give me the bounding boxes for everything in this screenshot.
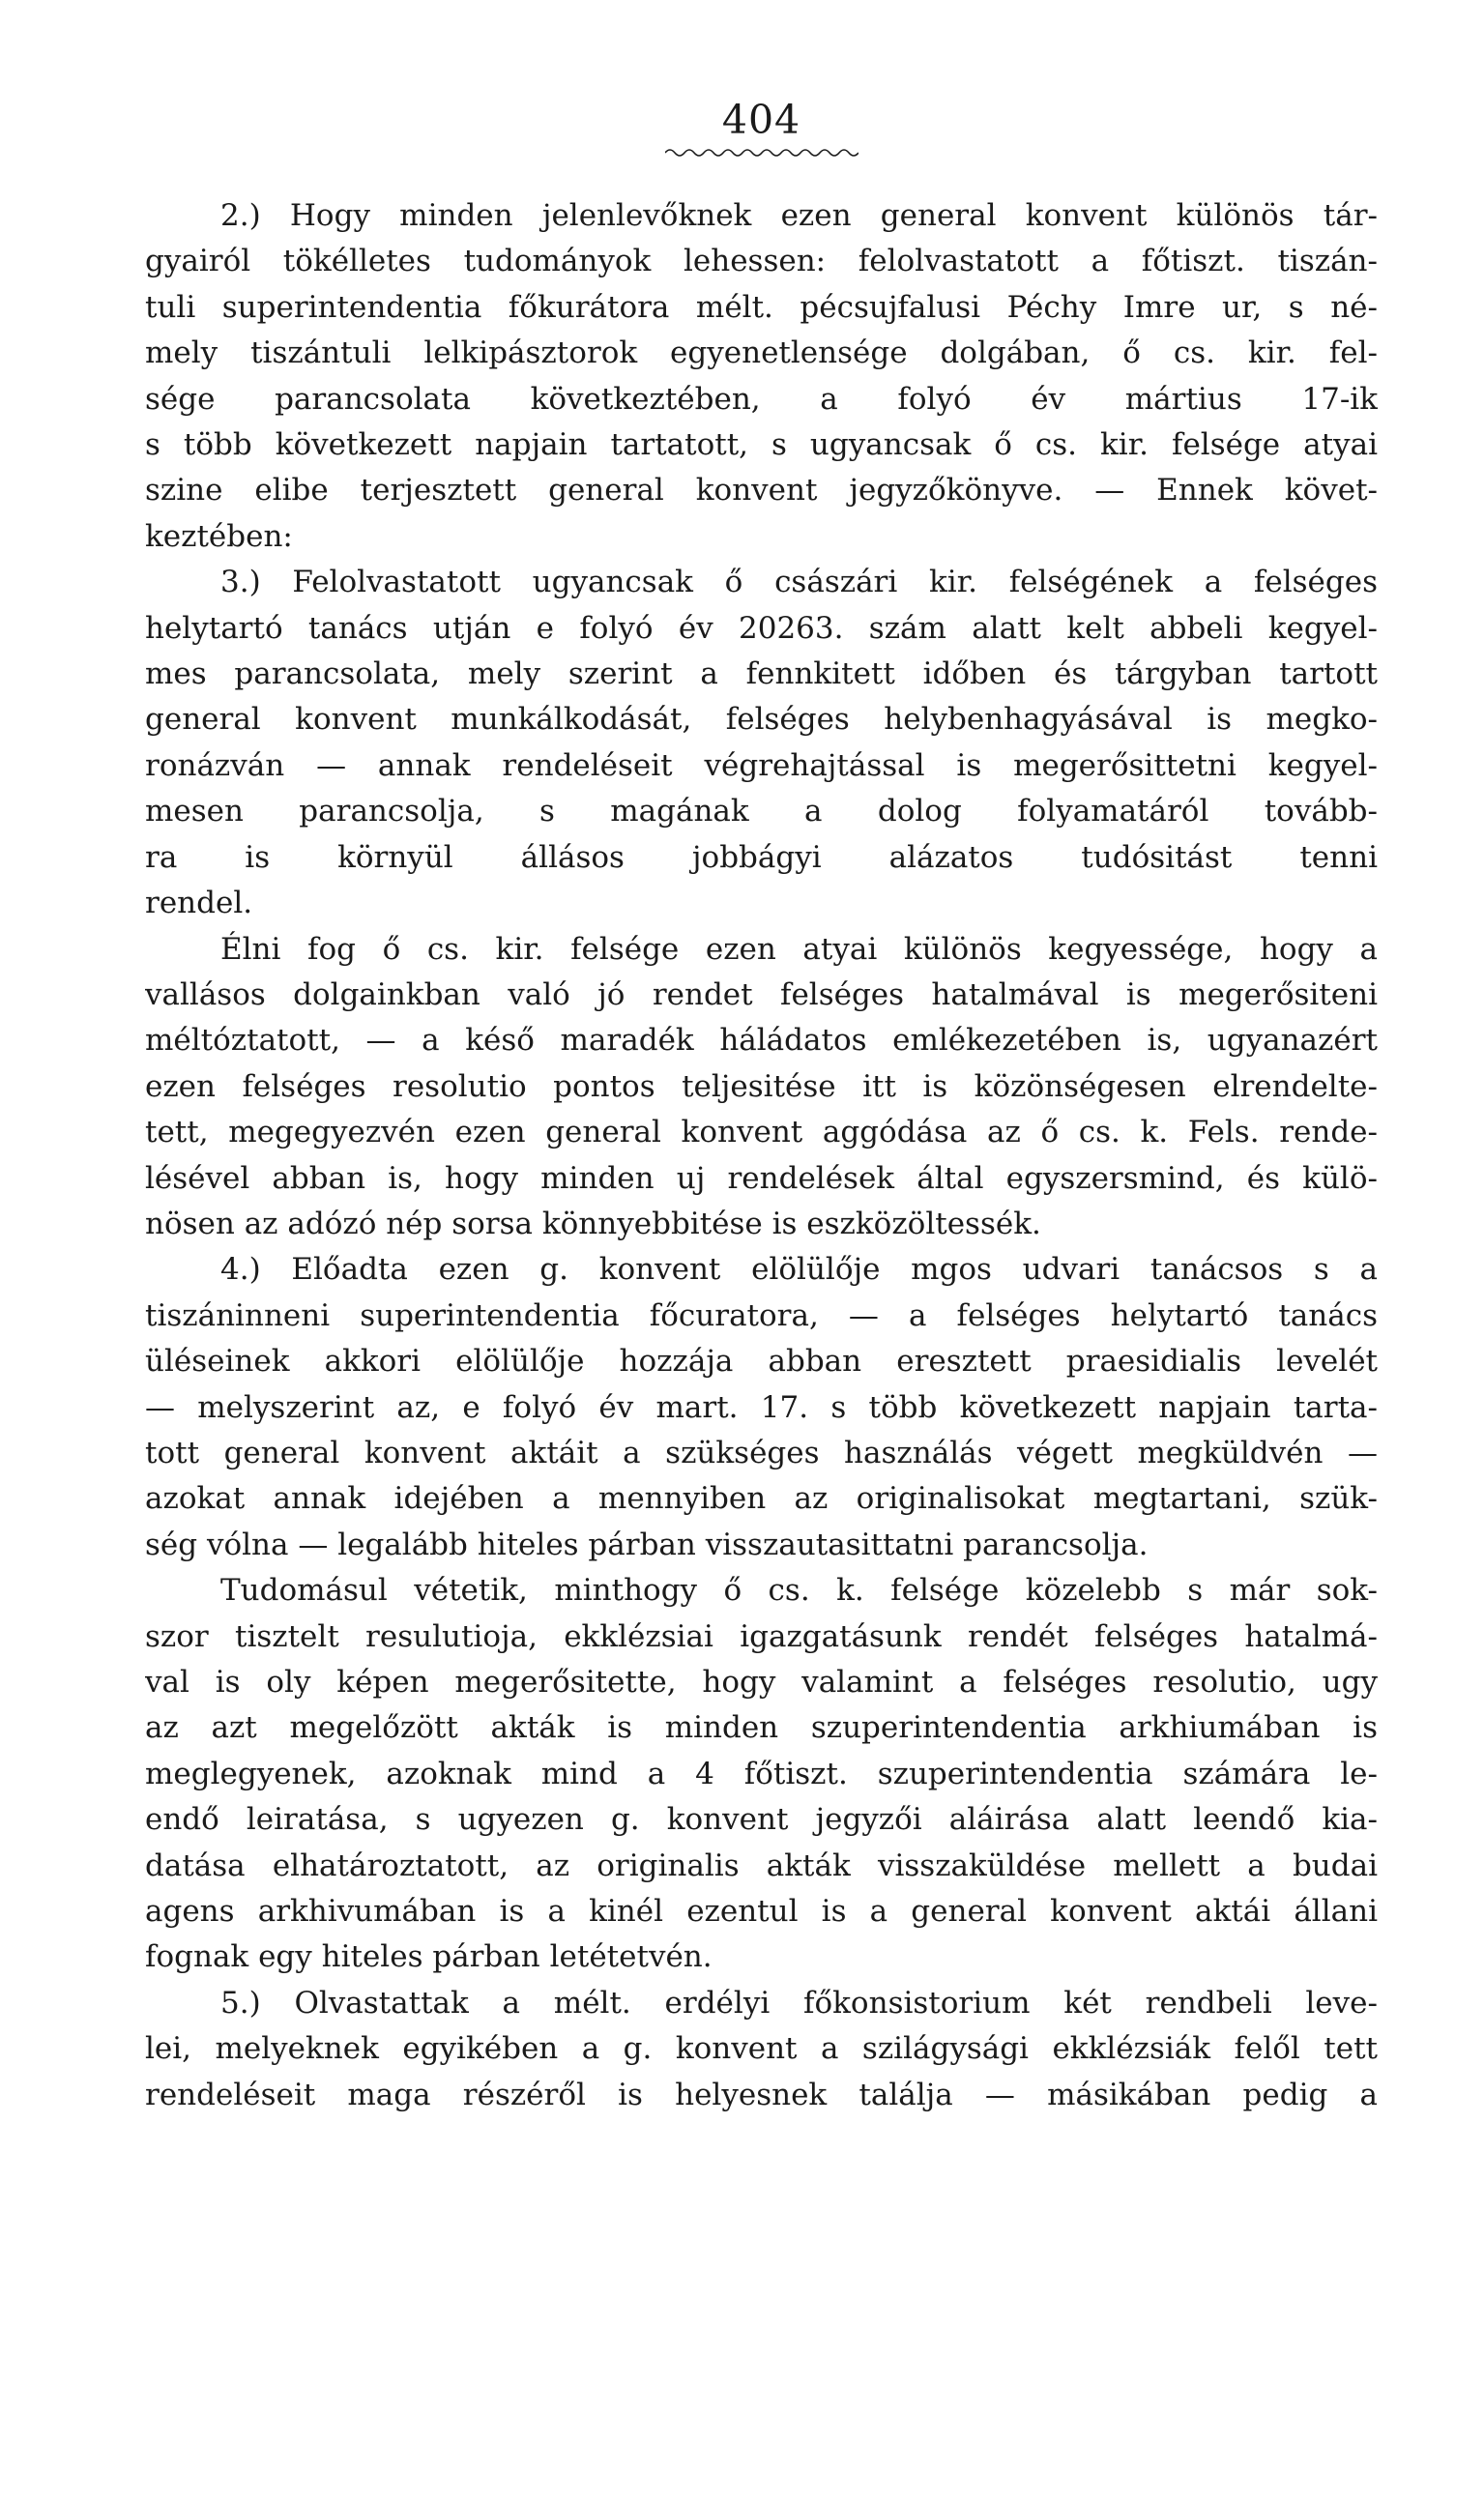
text-line: mely tiszántuli lelkipásztorok egyenetlensége dolgában, ő cs. kir. fel- <box>145 335 1378 371</box>
text-line: ra is környül állásos jobbágyi alázatos tudósitást tenni <box>145 839 1378 875</box>
document-page <box>145 97 1378 2118</box>
text-line: ronázván — annak rendeléseit végrehajtással is megerősittetni kegyel- <box>145 747 1378 783</box>
text-line: endő leiratása, s ugyezen g. konvent jegyzői aláirása alatt leendő kia- <box>145 1802 1378 1838</box>
text-line: tett, megegyezvén ezen general konvent aggódása az ő cs. k. Fels. rende- <box>145 1115 1378 1150</box>
text-line: sége parancsolata következtében, a folyó év mártius 17-ik <box>145 381 1378 417</box>
text-line: val is oly képen megerősitette, hogy valamint a felséges resolutio, ugy <box>145 1665 1378 1700</box>
text-line: agens arkhivumában is a kinél ezentul is a general konvent aktái állani <box>145 1894 1378 1930</box>
text-line: Tudomásul vétetik, minthogy ő cs. k. felsége közelebb s már sok- <box>220 1573 1378 1609</box>
text-line: gyairól tökélletes tudományok lehessen: felolvastatott a főtiszt. tiszán- <box>145 244 1378 279</box>
text-line: rendel. <box>145 886 253 921</box>
body-text <box>145 193 1378 2118</box>
text-line: 2.) Hogy minden jelenlevőknek ezen general konvent különös tár- <box>220 198 1378 233</box>
text-line: keztében: <box>145 518 293 554</box>
text-line: üléseinek akkori elölülője hozzája abban eresztett praesidialis levelét <box>145 1344 1378 1380</box>
paragraph <box>145 560 1378 926</box>
text-line: nösen az adózó nép sorsa könnyebbitése is eszközöltessék. <box>145 1206 1041 1241</box>
paragraph <box>145 1247 1378 1568</box>
text-line: az azt megelőzött akták is minden szuperintendentia arkhiumában is <box>145 1710 1378 1746</box>
text-line: 3.) Felolvastatott ugyancsak ő császári kir. felségének a felséges <box>220 565 1378 600</box>
text-line: s több következett napjain tartatott, s ugyancsak ő cs. kir. felsége atyai <box>145 427 1378 463</box>
text-line: meglegyenek, azoknak mind a 4 főtiszt. szuperintendentia számára le- <box>145 1756 1378 1791</box>
text-line: lei, melyeknek egyikében a g. konvent a szilágysági ekklézsiák felől tett <box>145 2031 1378 2067</box>
text-line: azokat annak idejében a mennyiben az originalisokat megtartani, szük- <box>145 1481 1378 1517</box>
text-line: méltóztatott, — a késő maradék háládatos emlékezetében is, ugyanazért <box>145 1023 1378 1059</box>
text-line: lésével abban is, hogy minden uj rendelések által egyszersmind, és külö- <box>145 1160 1378 1196</box>
text-line: szine elibe terjesztett general konvent jegyzőkönyve. — Ennek követ- <box>145 473 1378 509</box>
text-line: general konvent munkálkodását, felséges helybenhagyásával is megko- <box>145 702 1378 738</box>
text-line: helytartó tanács utján e folyó év 20263. szám alatt kelt abbeli kegyel- <box>145 610 1378 646</box>
page-number: 404 <box>721 97 801 143</box>
paragraph <box>145 1981 1378 2118</box>
paragraph <box>145 927 1378 1248</box>
text-line: 4.) Előadta ezen g. konvent elölülője mgos udvari tanácsos s a <box>220 1252 1378 1288</box>
text-line: tuli superintendentia főkurátora mélt. pécsujfalusi Péchy Imre ur, s né- <box>145 289 1378 325</box>
text-line: Élni fog ő cs. kir. felsége ezen atyai különös kegyessége, hogy a <box>220 931 1378 967</box>
text-line: fognak egy hiteles párban letétetvén. <box>145 1939 713 1975</box>
text-line: mesen parancsolja, s magának a dolog folyamatáról tovább- <box>145 794 1378 829</box>
text-line: rendeléseit maga részéről is helyesnek találja — másikában pedig a <box>145 2077 1378 2112</box>
text-line: — melyszerint az, e folyó év mart. 17. s több következett napjain tarta- <box>145 1389 1378 1425</box>
wavy-rule-ornament <box>665 147 858 159</box>
text-line: vallásos dolgainkban való jó rendet felséges hatalmával is megerősiteni <box>145 976 1378 1012</box>
text-line: 5.) Olvastattak a mélt. erdélyi főkonsistorium két rendbeli leve- <box>220 1985 1378 2021</box>
text-line: datása elhatároztatott, az originalis akták visszaküldése mellett a budai <box>145 1847 1378 1883</box>
text-line: szor tisztelt resulutioja, ekklézsiai igazgatásunk rendét felséges hatalmá- <box>145 1618 1378 1654</box>
text-line: mes parancsolata, mely szerint a fennkitett időben és tárgyban tartott <box>145 656 1378 692</box>
paragraph <box>145 1568 1378 1981</box>
paragraph <box>145 193 1378 560</box>
text-line: ség vólna — legalább hiteles párban visszautasittatni parancsolja. <box>145 1527 1149 1562</box>
text-line: tiszáninneni superintendentia főcuratora, — a felséges helytartó tanács <box>145 1297 1378 1333</box>
text-line: tott general konvent aktáit a szükséges használás végett megküldvén — <box>145 1435 1378 1470</box>
text-line: ezen felséges resolutio pontos teljesitése itt is közönségesen elrendelte- <box>145 1068 1378 1104</box>
